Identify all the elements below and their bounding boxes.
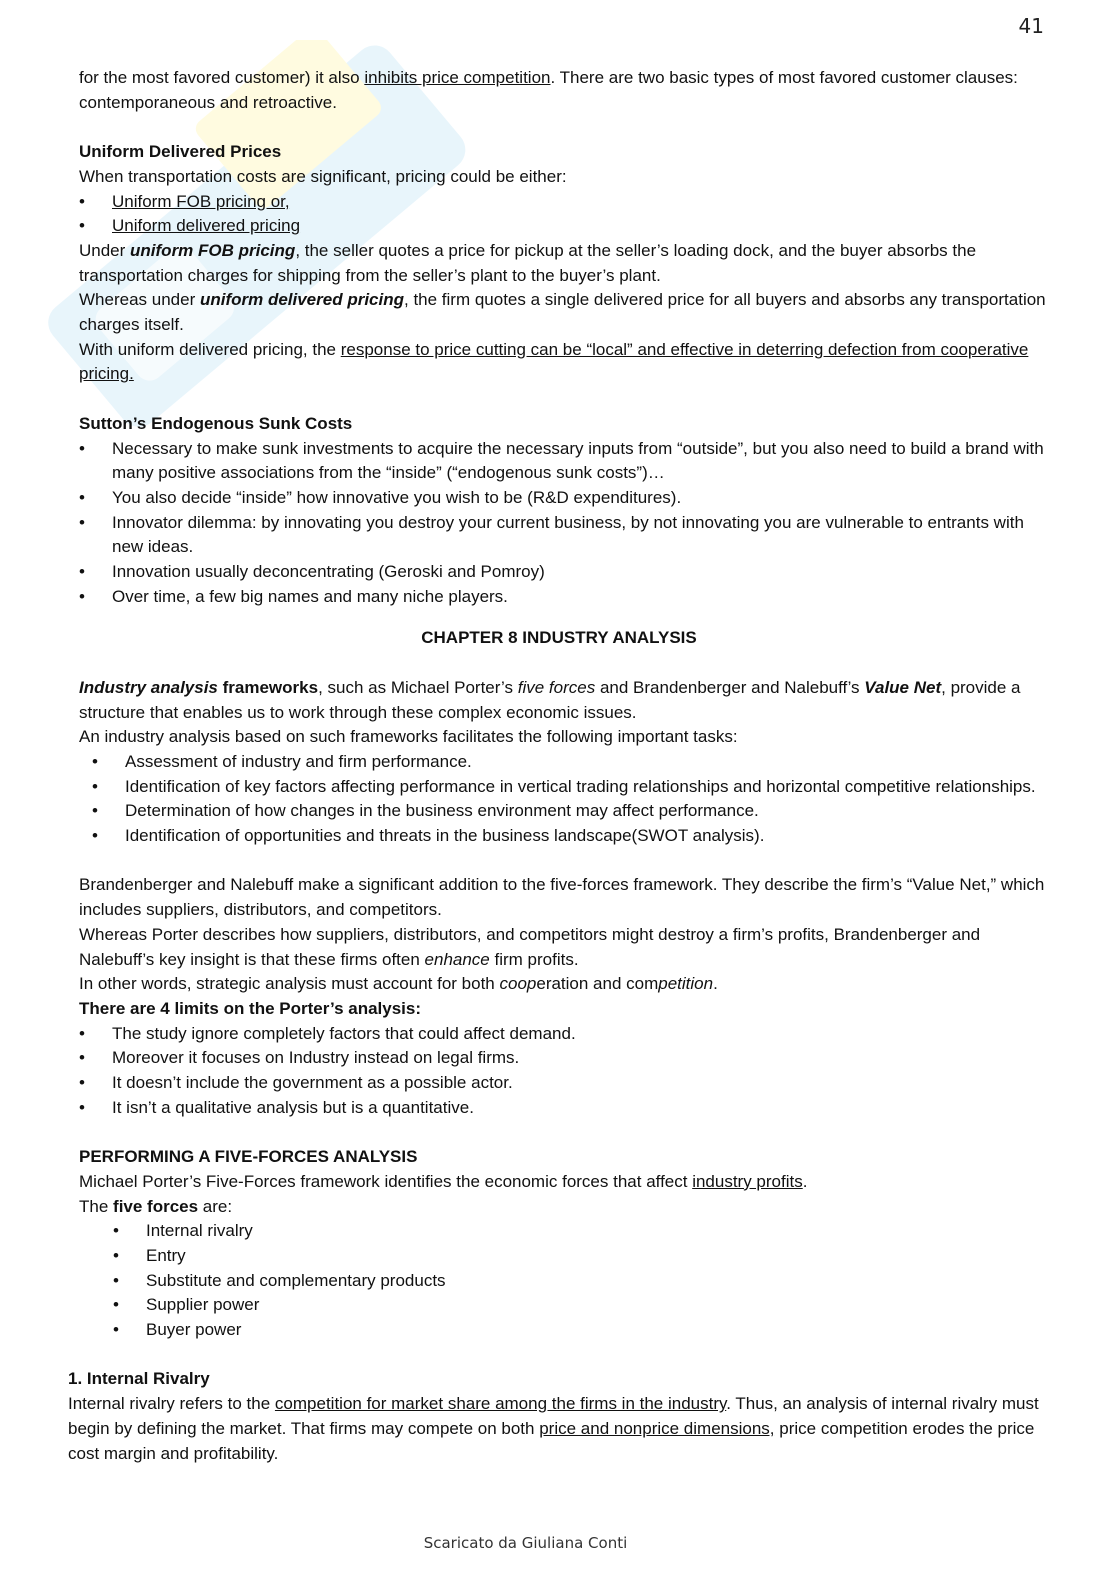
five-forces-paragraph: Michael Porter’s Five-Forces framework identifies the economic forces that affect industry profits. — [79, 1171, 808, 1191]
list-item: • Substitute and complementary products — [79, 1269, 1059, 1294]
list-item: • Supplier power — [79, 1293, 1059, 1318]
list-item: • The study ignore completely factors that could affect demand. — [79, 1022, 1059, 1047]
list-item: • Innovation usually deconcentrating (Geroski and Pomroy) — [79, 560, 1059, 585]
tasks-list — [79, 750, 1059, 849]
five-forces-lead: The five forces are: — [79, 1196, 233, 1216]
list-item: • Internal rivalry — [79, 1219, 1059, 1244]
limits-heading: There are 4 limits on the Porter’s analysis: — [79, 998, 422, 1018]
section-heading-uniform-delivered-prices: Uniform Delivered Prices — [79, 142, 282, 162]
list-item: • Necessary to make sunk investments to acquire the necessary inputs from “outside”, but you also need to build a brand with many positive associations from the “inside” (“endogenous sunk costs”)… — [79, 437, 1059, 486]
list-item: • Assessment of industry and firm performance. — [79, 750, 1059, 775]
list-item: • Buyer power — [79, 1318, 1059, 1343]
value-net-paragraph: Brandenberger and Nalebuff make a significant addition to the five-forces framework. They describe the firm’s “Value Net,” which includes suppliers, distributors, and competitors. — [79, 875, 1045, 920]
internal-rivalry-paragraph: Internal rivalry refers to the competition for market share among the firms in the industry. Thus, an analysis of internal rivalry must begin by defining the market. That firms may compete on both price and nonprice dimensions, price competition erodes the price cost margin and profitability. — [68, 1394, 1039, 1463]
list-item: • Determination of how changes in the business environment may affect performance. — [79, 799, 1059, 824]
list-item: • Moreover it focuses on Industry instead on legal firms. — [79, 1046, 1059, 1071]
footer-downloaded-by: Scaricato da Giuliana Conti — [423, 1534, 628, 1552]
udp-lead: When transportation costs are significant, pricing could be either: — [79, 166, 567, 186]
section-heading-sutton: Sutton’s Endogenous Sunk Costs — [79, 413, 353, 433]
list-item: • It doesn’t include the government as a possible actor. — [79, 1071, 1059, 1096]
list-item: • Uniform FOB pricing or, — [79, 190, 1059, 215]
list-item: • Entry — [79, 1244, 1059, 1269]
list-item: • Over time, a few big names and many niche players. — [79, 585, 1059, 610]
chapter-intro-paragraph: Industry analysis frameworks, such as Michael Porter’s five forces and Brandenberger and Nalebuff’s Value Net, provide a structure that enables us to work through these complex economic issues. — [79, 677, 1021, 722]
udp-paragraph-fob: Under uniform FOB pricing, the seller quotes a price for pickup at the seller’s loading dock, and the buyer absorbs the transportation charges for shipping from the seller’s plant to the buyer’s plant. — [79, 240, 977, 285]
section-heading-five-forces: PERFORMING A FIVE-FORCES ANALYSIS — [79, 1147, 418, 1167]
porter-comparison-paragraph: Whereas Porter describes how suppliers, distributors, and competitors might destroy a firm’s profits, Brandenberger and Nalebuff’s key insight is that these firms often enhance firm profits. — [79, 924, 981, 969]
chapter-tasks-lead: An industry analysis based on such frameworks facilitates the following important tasks: — [79, 727, 738, 747]
limits-list — [79, 1022, 1059, 1121]
udp-paragraph-delivered: Whereas under uniform delivered pricing, the firm quotes a single delivered price for all buyers and absorbs any transportation charges itself. — [79, 290, 1046, 335]
list-item: • It isn’t a qualitative analysis but is a quantitative. — [79, 1096, 1059, 1121]
list-item: • Identification of key factors affecting performance in vertical trading relationships and horizontal competitive relationships. — [79, 775, 1059, 800]
coopetition-paragraph: In other words, strategic analysis must account for both cooperation and competition. — [79, 974, 718, 994]
list-item: • You also decide “inside” how innovative you wish to be (R&D expenditures). — [79, 486, 1059, 511]
page-number: 41 — [1018, 14, 1044, 38]
internal-rivalry-section — [68, 1367, 1059, 1466]
document-body — [68, 66, 1059, 1466]
list-item: • Innovator dilemma: by innovating you destroy your current business, by not innovating you are vulnerable to entrants with new ideas. — [79, 511, 1059, 560]
list-item: • Uniform delivered pricing — [79, 214, 1059, 239]
inhibits-price-competition-link: inhibits price competition — [364, 68, 551, 87]
five-forces-list — [79, 1219, 1059, 1343]
list-item: • Identification of opportunities and threats in the business landscape(SWOT analysis). — [79, 824, 1059, 849]
udp-pricing-list — [79, 190, 1059, 239]
udp-paragraph-response: With uniform delivered pricing, the response to price cutting can be “local” and effective in deterring defection from cooperative pricing. — [79, 339, 1029, 384]
sutton-list — [79, 437, 1059, 610]
chapter-title: CHAPTER 8 INDUSTRY ANALYSIS — [421, 628, 697, 648]
section-heading-internal-rivalry: 1. Internal Rivalry — [68, 1369, 210, 1389]
intro-paragraph: for the most favored customer) it also inhibits price competition. There are two basic types of most favored customer clauses: contemporaneous and retroactive. — [79, 68, 1018, 112]
